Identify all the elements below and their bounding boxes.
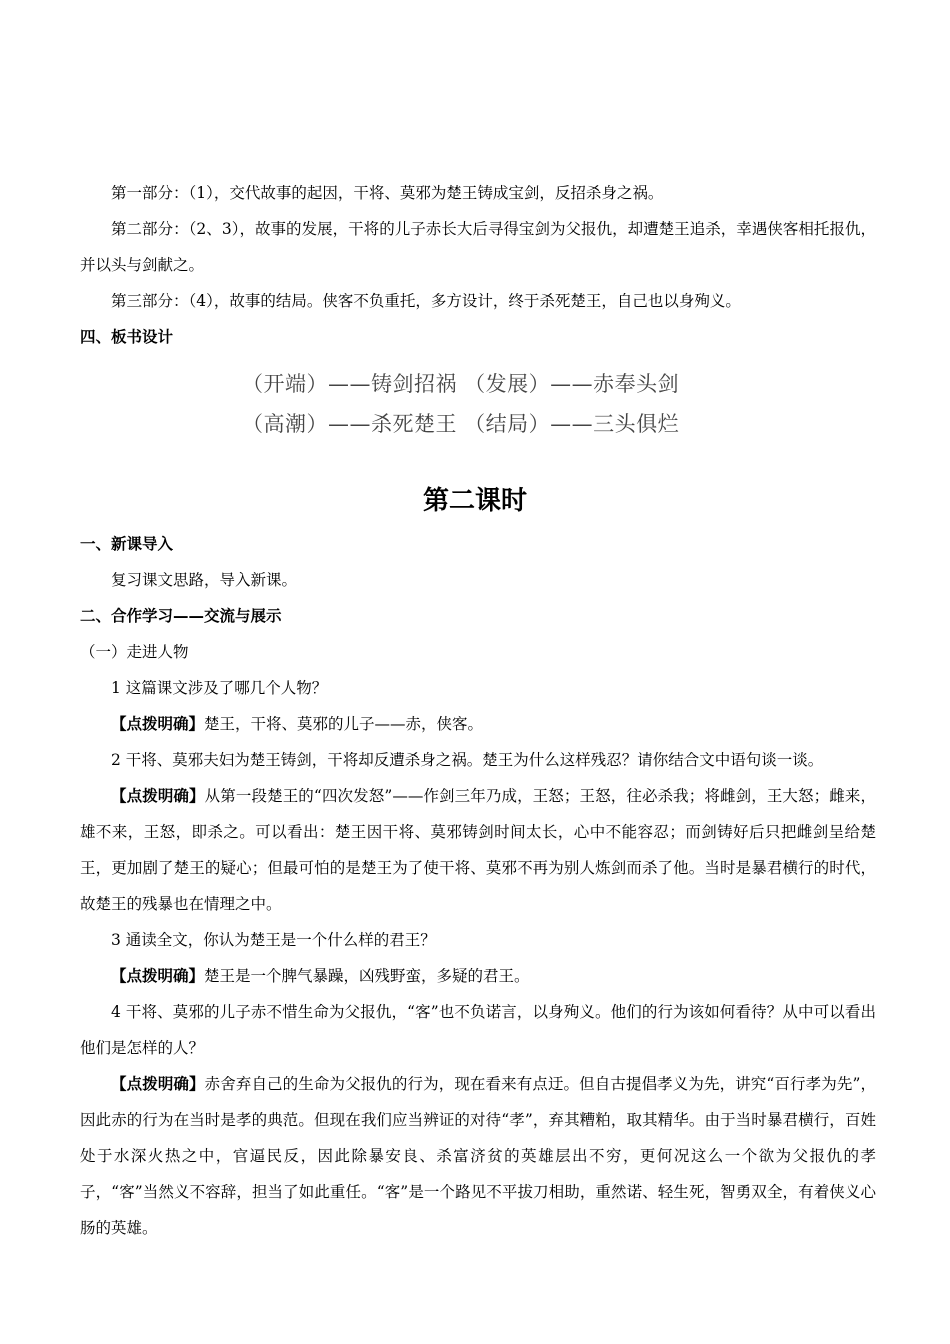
lesson-title: 第二课时 bbox=[422, 486, 527, 516]
answer-2 bbox=[80, 778, 876, 922]
answer-tag: 【点拨明确】 bbox=[111, 786, 205, 805]
section-heading-1: 一、新课导入 bbox=[80, 535, 174, 553]
part-two-text: 第二部分：（2、3），故事的发展，干将的儿子赤长大后寻得宝剑为父报仇，却遭楚王追杀，幸遇侠客相托报仇，并以头与剑献之。 bbox=[80, 220, 876, 274]
answer-2-text: 从第一段楚王的“四次发怒”——作剑三年乃成，王怒；王怒，往必杀我；将雌剑，王大怒；雌来，雄不来，王怒，即杀之。可以看出：楚王因干将、莫邪铸剑时间太长，心中不能容忍；而剑铸好后只把雌剑呈给楚王，更加剧了楚王的疑心；但最可怕的是楚王为了使干将、莫邪不再为别人炼剑而杀了他。当时是暴君横行的时代，故楚王的残暴也在情理之中。 bbox=[80, 787, 876, 913]
answer-4-text: 赤舍弃自己的生命为父报仇的行为，现在看来有点迂。但自古提倡孝义为先，讲究“百行孝为先”，因此赤的行为在当时是孝的典范。但现在我们应当辨证的对待“孝”，弃其糟粕，取其精华。由于当时暴君横行，百姓处于水深火热之中，官逼民反，因此除暴安良、杀富济贫的英雄层出不穷，更何况这么一个欲为父报仇的孝子，“客”当然义不容辞，担当了如此重任。“客”是一个路见不平拔刀相助，重然诺、轻生死，智勇双全，有着侠义心肠的英雄。 bbox=[80, 1075, 876, 1237]
part-three-text: 第三部分：（4），故事的结局。侠客不负重托，多方设计，终于杀死楚王，自己也以身殉义。 bbox=[111, 292, 741, 310]
question-4: 4 干将、莫邪的儿子赤不惜生命为父报仇，“客”也不负诺言，以身殉义。他们的行为该如何看待？从中可以看出他们是怎样的人？ bbox=[80, 1003, 876, 1057]
answer-4 bbox=[80, 1066, 876, 1246]
answer-tag: 【点拨明确】 bbox=[111, 714, 205, 733]
subsection-heading: （一）走进人物 bbox=[80, 643, 189, 661]
blackboard-line-2: （高潮）——杀死楚王 （结局）——三头俱烂 bbox=[242, 412, 680, 436]
lesson-body bbox=[80, 526, 876, 1246]
question-2: 2 干将、莫邪夫妇为楚王铸剑，干将却反遭杀身之祸。楚王为什么这样残忍？请你结合文中语句谈一谈。 bbox=[111, 751, 824, 769]
question-3: 3 通读全文，你认为楚王是一个什么样的君王？ bbox=[111, 931, 436, 949]
section-heading-2: 二、合作学习——交流与展示 bbox=[80, 607, 282, 625]
answer-1-text: 楚王，干将、莫邪的儿子——赤，侠客。 bbox=[204, 715, 484, 733]
blackboard-heading: 四、板书设计 bbox=[80, 328, 174, 346]
question-1: 1 这篇课文涉及了哪几个人物？ bbox=[111, 679, 328, 697]
answer-3 bbox=[80, 958, 876, 994]
answer-tag: 【点拨明确】 bbox=[111, 966, 205, 985]
intro-text: 复习课文思路，导入新课。 bbox=[111, 571, 298, 589]
answer-tag: 【点拨明确】 bbox=[111, 1074, 205, 1093]
blackboard-line-1: （开端）——铸剑招祸 （发展）——赤奉头剑 bbox=[242, 372, 680, 396]
part-summary bbox=[80, 175, 876, 355]
part-one-text: 第一部分：（1），交代故事的起因，干将、莫邪为楚王铸成宝剑，反招杀身之祸。 bbox=[111, 184, 664, 202]
answer-3-text: 楚王是一个脾气暴躁，凶残野蛮，多疑的君王。 bbox=[204, 967, 530, 985]
answer-1 bbox=[80, 706, 876, 742]
